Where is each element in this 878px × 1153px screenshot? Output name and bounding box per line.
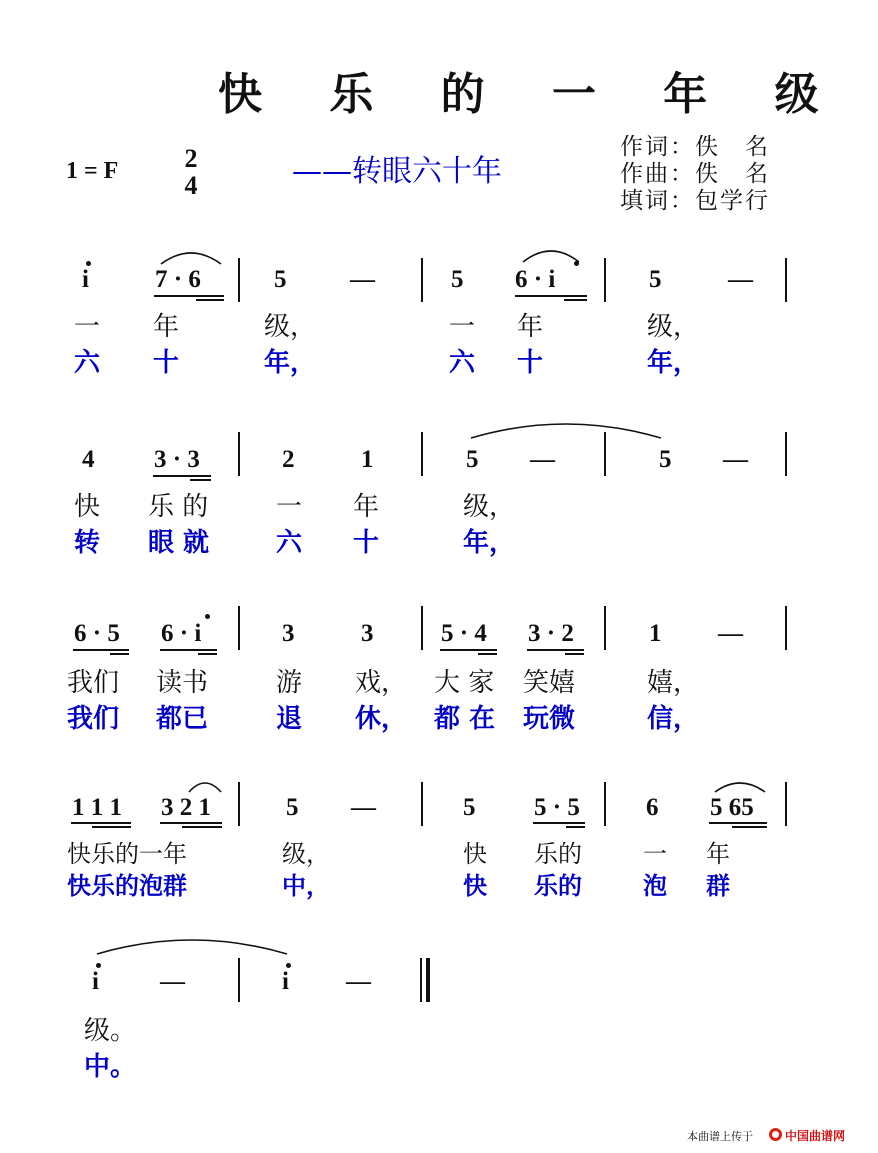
- note: 5: [649, 266, 662, 293]
- lyric-fill-credit: 填词：包学行: [620, 188, 770, 214]
- credits: [620, 134, 770, 215]
- bar-line: [238, 258, 240, 302]
- note: 5: [274, 266, 287, 293]
- final-bar-thin: [420, 958, 422, 1002]
- beam-line: [198, 653, 217, 655]
- lyric-black: 读书: [156, 668, 209, 698]
- note: 5: [466, 446, 479, 473]
- note: 6: [646, 794, 659, 821]
- bar-line: [421, 782, 423, 826]
- lyric-black: 乐 的: [148, 492, 209, 522]
- note: 3 · 2: [528, 620, 574, 647]
- dash: —: [350, 266, 375, 293]
- lyric-black: 快: [74, 492, 101, 522]
- note: 3 · 3: [154, 446, 200, 473]
- note: i: [92, 968, 99, 995]
- dash: —: [723, 446, 748, 473]
- lyric-black: 年: [353, 492, 380, 522]
- note: 4: [82, 446, 95, 473]
- bar-line: [785, 258, 787, 302]
- note: 5: [451, 266, 464, 293]
- lyric-blue: 六: [449, 348, 476, 378]
- beam-line: [196, 299, 224, 301]
- beam-line: [153, 475, 211, 477]
- lyric-black: 年: [153, 312, 180, 342]
- beam-line: [478, 653, 497, 655]
- lyric-black: 笑嬉: [523, 668, 576, 698]
- note: 5: [286, 794, 299, 821]
- bar-line: [785, 606, 787, 650]
- lyric-blue: 我们: [67, 704, 120, 734]
- high-octave-dot: [205, 614, 210, 619]
- beam-line: [190, 479, 211, 481]
- upload-text: 本曲谱上传于: [687, 1130, 753, 1143]
- slur: [520, 246, 582, 264]
- subtitle: ——转眼六十年: [292, 154, 502, 189]
- beam-line: [564, 299, 587, 301]
- high-octave-dot: [86, 261, 91, 266]
- beam-line: [709, 822, 767, 824]
- bar-line: [421, 606, 423, 650]
- beam-line: [566, 826, 585, 828]
- lyric-blue: 中，: [282, 871, 330, 900]
- beam-line: [565, 653, 584, 655]
- lyric-black: 快乐的一年: [67, 840, 187, 868]
- note: 7 · 6: [155, 266, 201, 293]
- bar-line: [238, 958, 240, 1002]
- lyric-blue: 年，: [264, 348, 317, 378]
- beam-line: [160, 649, 217, 651]
- beam-line: [533, 822, 585, 824]
- bar-line: [238, 432, 240, 476]
- slur: [186, 778, 224, 794]
- lyric-black: 我们: [67, 668, 120, 698]
- lyric-blue: 信，: [647, 704, 700, 734]
- lyric-blue: 退: [276, 704, 303, 734]
- meter-bottom: 4: [184, 171, 198, 200]
- high-octave-dot: [286, 963, 291, 968]
- note: 6 · i: [161, 620, 202, 647]
- note: 5: [463, 794, 476, 821]
- note: 5 65: [710, 794, 754, 821]
- lyric-blue: 六: [74, 348, 101, 378]
- lyric-black: 一: [449, 312, 476, 342]
- lyric-black: 一: [74, 312, 101, 342]
- beam-line: [71, 822, 131, 824]
- lyric-black: 一: [643, 840, 667, 868]
- bar-line: [238, 606, 240, 650]
- beam-line: [182, 826, 222, 828]
- note: 3: [361, 620, 374, 647]
- bar-line: [785, 432, 787, 476]
- lyric-blue: 转: [74, 528, 101, 558]
- lyric-black: 游: [276, 668, 303, 698]
- note: 6 · 5: [74, 620, 120, 647]
- lyric-black: 嬉，: [647, 668, 700, 698]
- site-name[interactable]: 中国曲谱网: [785, 1129, 846, 1143]
- lyric-black: 戏，: [355, 668, 408, 698]
- site-logo-icon: [769, 1128, 782, 1141]
- dash: —: [351, 794, 376, 821]
- lyric-black: 一: [276, 492, 303, 522]
- lyricist-credit: 作词：佚 名: [620, 134, 770, 160]
- tie: [94, 936, 290, 958]
- time-signature: [181, 145, 201, 199]
- lyric-blue: 中。: [84, 1052, 137, 1082]
- bar-line: [421, 258, 423, 302]
- lyric-black: 级，: [463, 492, 516, 522]
- bar-line: [604, 258, 606, 302]
- note: 5: [659, 446, 672, 473]
- beam-line: [92, 826, 131, 828]
- beam-line: [515, 295, 587, 297]
- lyric-blue: 都 在: [434, 704, 496, 734]
- note: 5 · 5: [534, 794, 580, 821]
- lyric-blue: 群: [706, 871, 730, 900]
- lyric-blue: 快: [463, 871, 487, 900]
- beam-line: [440, 649, 497, 651]
- bar-line: [604, 782, 606, 826]
- lyric-blue: 眼 就: [148, 528, 210, 558]
- note: 3: [282, 620, 295, 647]
- dash: —: [718, 620, 743, 647]
- beam-line: [527, 649, 584, 651]
- lyric-black: 快: [463, 840, 487, 868]
- final-bar-thick: [426, 958, 430, 1002]
- lyric-blue: 乐的: [534, 871, 582, 900]
- slur: [712, 778, 768, 794]
- high-octave-dot: [96, 963, 101, 968]
- slur: [158, 248, 224, 266]
- note: 1: [649, 620, 662, 647]
- lyric-blue: 都已: [156, 704, 209, 734]
- note: 1: [361, 446, 374, 473]
- dash: —: [728, 266, 753, 293]
- note: i: [282, 968, 289, 995]
- beam-line: [110, 653, 129, 655]
- note: 6 · i: [515, 266, 556, 293]
- lyric-blue: 十: [153, 348, 180, 378]
- meter-top: 2: [184, 144, 198, 173]
- note: i: [82, 266, 89, 293]
- lyric-blue: 玩微: [523, 704, 576, 734]
- lyric-blue: 年，: [647, 348, 700, 378]
- beam-line: [160, 822, 222, 824]
- lyric-black: 级，: [264, 312, 317, 342]
- lyric-blue: 泡: [643, 871, 667, 900]
- note: 3 2 1: [161, 794, 211, 821]
- lyric-blue: 快乐的泡群: [67, 871, 187, 900]
- beam-line: [73, 649, 129, 651]
- lyric-black: 级。: [84, 1016, 137, 1046]
- key-signature: 1 = F: [66, 158, 119, 184]
- bar-line: [604, 432, 606, 476]
- lyric-black: 级，: [647, 312, 700, 342]
- dash: —: [530, 446, 555, 473]
- lyric-blue: 休，: [355, 704, 408, 734]
- lyric-black: 大 家: [434, 668, 495, 698]
- lyric-black: 级，: [282, 840, 330, 868]
- beam-line: [732, 826, 767, 828]
- bar-line: [604, 606, 606, 650]
- song-title: 快 乐 的 一 年 级: [218, 69, 845, 120]
- dash: —: [346, 968, 371, 995]
- composer-credit: 作曲：佚 名: [620, 161, 770, 187]
- bar-line: [785, 782, 787, 826]
- lyric-blue: 六: [276, 528, 303, 558]
- lyric-blue: 十: [353, 528, 380, 558]
- beam-line: [154, 295, 224, 297]
- lyric-blue: 年，: [463, 528, 516, 558]
- bar-line: [238, 782, 240, 826]
- tie: [468, 420, 664, 442]
- bar-line: [421, 432, 423, 476]
- lyric-blue: 十: [517, 348, 544, 378]
- dash: —: [160, 968, 185, 995]
- lyric-black: 年: [706, 840, 730, 868]
- note: 1 1 1: [72, 794, 122, 821]
- lyric-black: 年: [517, 312, 544, 342]
- note: 5 · 4: [441, 620, 487, 647]
- note: 2: [282, 446, 295, 473]
- lyric-black: 乐的: [534, 840, 582, 868]
